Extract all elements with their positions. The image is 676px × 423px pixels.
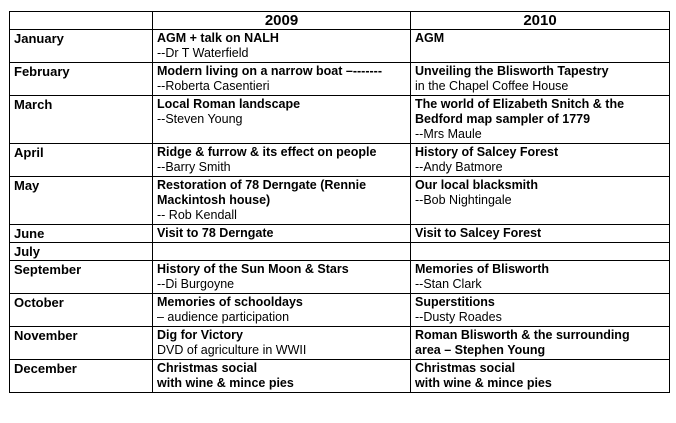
event-cell-2009 — [153, 261, 411, 294]
event-cell-2010 — [411, 225, 670, 243]
event-title: Ridge & furrow & its effect on people — [157, 145, 377, 159]
event-title: Modern living on a narrow boat –------- — [157, 64, 382, 78]
table-row — [10, 96, 670, 144]
month-cell: January — [10, 30, 153, 63]
programme-table — [9, 11, 670, 393]
event-title: Memories of schooldays — [157, 295, 303, 309]
table-row — [10, 144, 670, 177]
month-cell: June — [10, 225, 153, 243]
table-row — [10, 360, 670, 393]
event-cell-2009 — [153, 360, 411, 393]
event-speaker: --Roberta Casentieri — [157, 79, 270, 93]
event-cell-2009 — [153, 243, 411, 261]
table-row — [10, 177, 670, 225]
event-cell-2009 — [153, 294, 411, 327]
event-title: Restoration of 78 Derngate (Rennie Mackintosh house) — [157, 178, 367, 207]
event-title: Christmas social with wine & mince pies — [157, 361, 294, 390]
month-cell: February — [10, 63, 153, 96]
event-title: Our local blacksmith — [415, 178, 538, 192]
event-title: Dig for Victory — [157, 328, 243, 342]
event-speaker: --Di Burgoyne — [157, 277, 235, 291]
event-cell-2009 — [153, 30, 411, 63]
year-header-2009: 2009 — [153, 12, 411, 30]
event-cell-2010 — [411, 327, 670, 360]
event-speaker: --Barry Smith — [157, 160, 231, 174]
month-cell: March — [10, 96, 153, 144]
event-cell-2010 — [411, 261, 670, 294]
event-cell-2010 — [411, 30, 670, 63]
event-speaker: --Andy Batmore — [415, 160, 503, 174]
event-title: Visit to Salcey Forest — [415, 226, 542, 240]
event-title: Local Roman landscape — [157, 97, 301, 111]
event-speaker: --Bob Nightingale — [415, 193, 512, 207]
year-header-2010: 2010 — [411, 12, 670, 30]
month-cell: May — [10, 177, 153, 225]
event-title: The world of Elizabeth Snitch & the Bedford map sampler of 1779 — [415, 97, 625, 126]
table-row — [10, 327, 670, 360]
event-speaker: – audience participation — [157, 310, 290, 324]
month-cell: July — [10, 243, 153, 261]
event-cell-2009 — [153, 96, 411, 144]
event-speaker: --Dusty Roades — [415, 310, 502, 324]
table-row — [10, 261, 670, 294]
event-cell-2010 — [411, 63, 670, 96]
event-speaker: DVD of agriculture in WWII — [157, 343, 307, 357]
event-title: Roman Blisworth & the surrounding area – Stephen Young — [415, 328, 630, 357]
event-cell-2009 — [153, 177, 411, 225]
event-speaker: --Steven Young — [157, 112, 243, 126]
event-cell-2010 — [411, 243, 670, 261]
event-cell-2010 — [411, 294, 670, 327]
event-cell-2009 — [153, 225, 411, 243]
event-cell-2009 — [153, 63, 411, 96]
event-speaker: --Dr T Waterfield — [157, 46, 249, 60]
table-row — [10, 30, 670, 63]
table-row — [10, 225, 670, 243]
month-cell: September — [10, 261, 153, 294]
event-title: History of Salcey Forest — [415, 145, 559, 159]
table-row — [10, 243, 670, 261]
header-row — [10, 12, 670, 30]
month-cell: December — [10, 360, 153, 393]
event-cell-2010 — [411, 177, 670, 225]
table-row — [10, 63, 670, 96]
event-title: Visit to 78 Derngate — [157, 226, 274, 240]
event-speaker: in the Chapel Coffee House — [415, 79, 569, 93]
event-cell-2009 — [153, 144, 411, 177]
event-title: History of the Sun Moon & Stars — [157, 262, 349, 276]
event-title: AGM + talk on NALH — [157, 31, 279, 45]
event-speaker: -- Rob Kendall — [157, 208, 237, 222]
corner-cell — [10, 12, 153, 30]
month-cell: November — [10, 327, 153, 360]
event-title: Superstitions — [415, 295, 495, 309]
event-title: AGM — [415, 31, 445, 45]
event-cell-2010 — [411, 360, 670, 393]
month-cell: April — [10, 144, 153, 177]
table-row — [10, 294, 670, 327]
event-title: Unveiling the Blisworth Tapestry — [415, 64, 609, 78]
event-title: Christmas social with wine & mince pies — [415, 361, 552, 390]
event-cell-2009 — [153, 327, 411, 360]
event-speaker: --Mrs Maule — [415, 127, 482, 141]
event-speaker: – Stephen Young — [440, 343, 546, 357]
event-speaker: --Stan Clark — [415, 277, 482, 291]
month-cell: October — [10, 294, 153, 327]
event-cell-2010 — [411, 144, 670, 177]
event-cell-2010 — [411, 96, 670, 144]
event-title: Memories of Blisworth — [415, 262, 550, 276]
